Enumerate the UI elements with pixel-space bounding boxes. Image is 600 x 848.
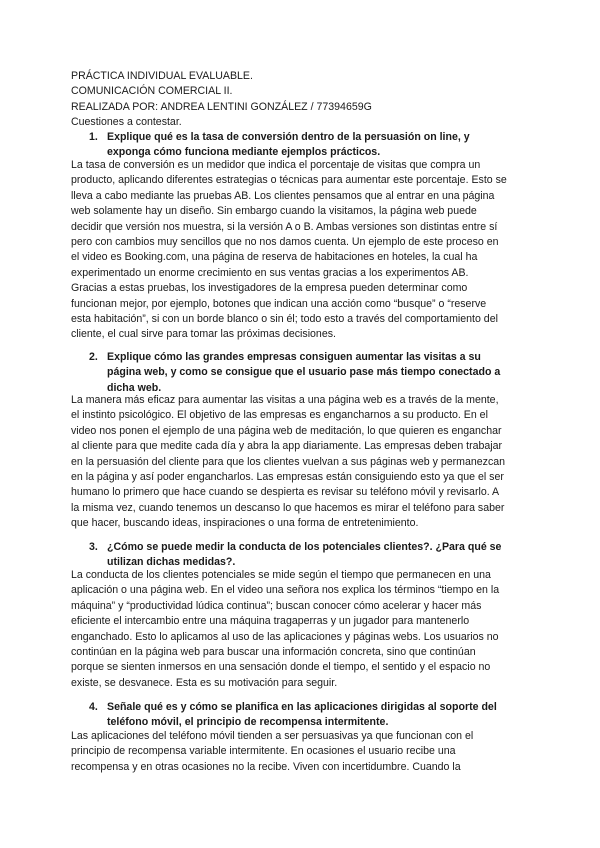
question-title-line: exponga cómo funciona mediante ejemplos prácticos. xyxy=(107,146,381,159)
answer-line: web solamente hay un diseño. Sin embargo cuando la visitamos, la página web puede xyxy=(71,205,477,218)
answer-line: existe, se desvanece. Esta es su motivación para seguir. xyxy=(71,676,338,689)
answer-line: video nos ponen el ejemplo de una página web de meditación, lo que quieren es enganchar xyxy=(71,424,502,437)
answer-line: decidir que versión nos muestra, si la versión A o B. Ambas versiones son distintas entre sí xyxy=(71,220,498,233)
question-title-line: utilizan dichas medidas?. xyxy=(107,556,236,569)
answer-line: producto, aplicando diferentes estrategias o técnicas para aumentar este porcentaje. Esto se xyxy=(71,174,507,187)
answer-line: la misma vez, cuando tenemos un descanso lo que hacemos es mirar el teléfono para saber xyxy=(71,501,505,514)
answer-line: continúan en la página web para buscar una información concreta, sino que continúan xyxy=(71,646,476,659)
answer-line: lleva a cabo mediante las pruebas AB. Los clientes pensamos que al entrar en una página xyxy=(71,189,495,202)
question-title-line: Explique cómo las grandes empresas consiguen aumentar las visitas a su xyxy=(107,351,481,363)
answer-line: principio de recompensa variable intermitente. En ocasiones el usuario recibe una xyxy=(71,745,456,758)
answer-line: que hacer, buscando ideas, inspiraciones o una forma de entretenimiento. xyxy=(71,517,419,530)
answer-line: pero con cambios muy sencillos que no nos damos cuenta. Un ejemplo de este proceso en xyxy=(71,236,499,249)
question-title-line: Señale qué es y cómo se planifica en las aplicaciones dirigidas al soporte del xyxy=(107,701,497,713)
answer-line: esta habitación”, si con un borde blanco o sin él; todo esto a través del comportamiento del xyxy=(71,313,498,326)
question-title-line: teléfono móvil, el principio de recompensa intermitente. xyxy=(107,716,389,729)
answer-2 xyxy=(71,393,531,532)
answer-1 xyxy=(71,158,531,343)
question-title-line: dicha web. xyxy=(107,381,162,394)
answer-line: aplicación o una página web. En el video una señora nos explica los términos “tiempo en la xyxy=(71,584,500,597)
answer-line: La conducta de los clientes potenciales se mide según el tiempo que permanecen en una xyxy=(71,569,491,581)
header-author: REALIZADA POR: ANDREA LENTINI GONZÁLEZ / 77394659G xyxy=(71,100,372,113)
header-title: PRÁCTICA INDIVIDUAL EVALUABLE. xyxy=(71,70,253,82)
question-1-heading xyxy=(89,130,527,161)
question-number: 4. xyxy=(89,701,98,713)
question-3-heading xyxy=(89,540,527,571)
question-title-line: página web, y como se consigue que el usuario pase más tiempo conectado a xyxy=(107,366,501,379)
answer-line: máquina” y “productividad lúdica continua”; buscan conocer cómo acelerar y hacer más xyxy=(71,599,482,612)
answer-line: La tasa de conversión es un medidor que indica el porcentaje de visitas que compra un xyxy=(71,159,481,171)
answer-line: el video es Booking.com, una página de reserva de habitaciones en hoteles, la cual ha xyxy=(71,251,478,264)
question-number: 3. xyxy=(89,541,98,553)
header-subject: COMUNICACIÓN COMERCIAL II. xyxy=(71,85,233,98)
answer-line: funcionan mejor, por ejemplo, botones que indican una acción como “busque” o “reserve xyxy=(71,297,487,310)
answer-line: al cliente para que medite cada día y abra la app diariamente. Las empresas deben trabajar xyxy=(71,440,503,453)
question-number: 1. xyxy=(89,131,98,143)
answer-4 xyxy=(71,729,531,775)
answer-3 xyxy=(71,568,531,691)
answer-line: Gracias a estas pruebas, los investigadores de la empresa pueden determinar como xyxy=(71,282,468,295)
document-header xyxy=(71,69,372,130)
answer-line: La manera más eficaz para aumentar las visitas a una página web es a través de la mente, xyxy=(71,394,499,406)
answer-line: en la página y así poder engancharlos. Las empresas están consiguiendo esto ya que el ser xyxy=(71,471,504,484)
answer-line: experimentado un enorme crecimiento en sus ventas gracias a los experimentos AB. xyxy=(71,266,469,279)
answer-line: enganchado. Esto lo aplicamos al uso de las aplicaciones y páginas webs. Los usuarios no xyxy=(71,630,499,643)
answer-line: humano lo primero que hace cuando se despierta es revisar su teléfono móvil y revisarlo. A xyxy=(71,486,500,499)
question-title-line: ¿Cómo se puede medir la conducta de los potenciales clientes?. ¿Para qué se xyxy=(107,541,502,553)
header-instructions: Cuestiones a contestar. xyxy=(71,115,182,128)
question-title-line: Explique qué es la tasa de conversión dentro de la persuasión on line, y xyxy=(107,131,470,143)
answer-line: en la persuasión del cliente para que los clientes vuelvan a sus páginas web y permanezcan xyxy=(71,455,506,468)
answer-line: cliente, el cual sirve para tomar las próximas decisiones. xyxy=(71,328,336,341)
answer-line: recompensa y en otras ocasiones no la recibe. Viven con incertidumbre. Cuando la xyxy=(71,760,461,773)
question-4-heading xyxy=(89,700,527,731)
answer-line: eficiente el intercambio entre una máquina tragaperras y un jugador para mantenerlo xyxy=(71,615,470,628)
answer-line: porque se sienten inmersos en una sensación donde el tiempo, el sentido y el espacio no xyxy=(71,661,491,674)
answer-line: Las aplicaciones del teléfono móvil tienden a ser persuasivas ya que funcionan con el xyxy=(71,730,474,742)
answer-line: el instinto psicológico. El objetivo de las empresas es engancharnos a su producto. En el xyxy=(71,409,488,422)
question-number: 2. xyxy=(89,351,98,363)
question-2-heading xyxy=(89,350,527,396)
